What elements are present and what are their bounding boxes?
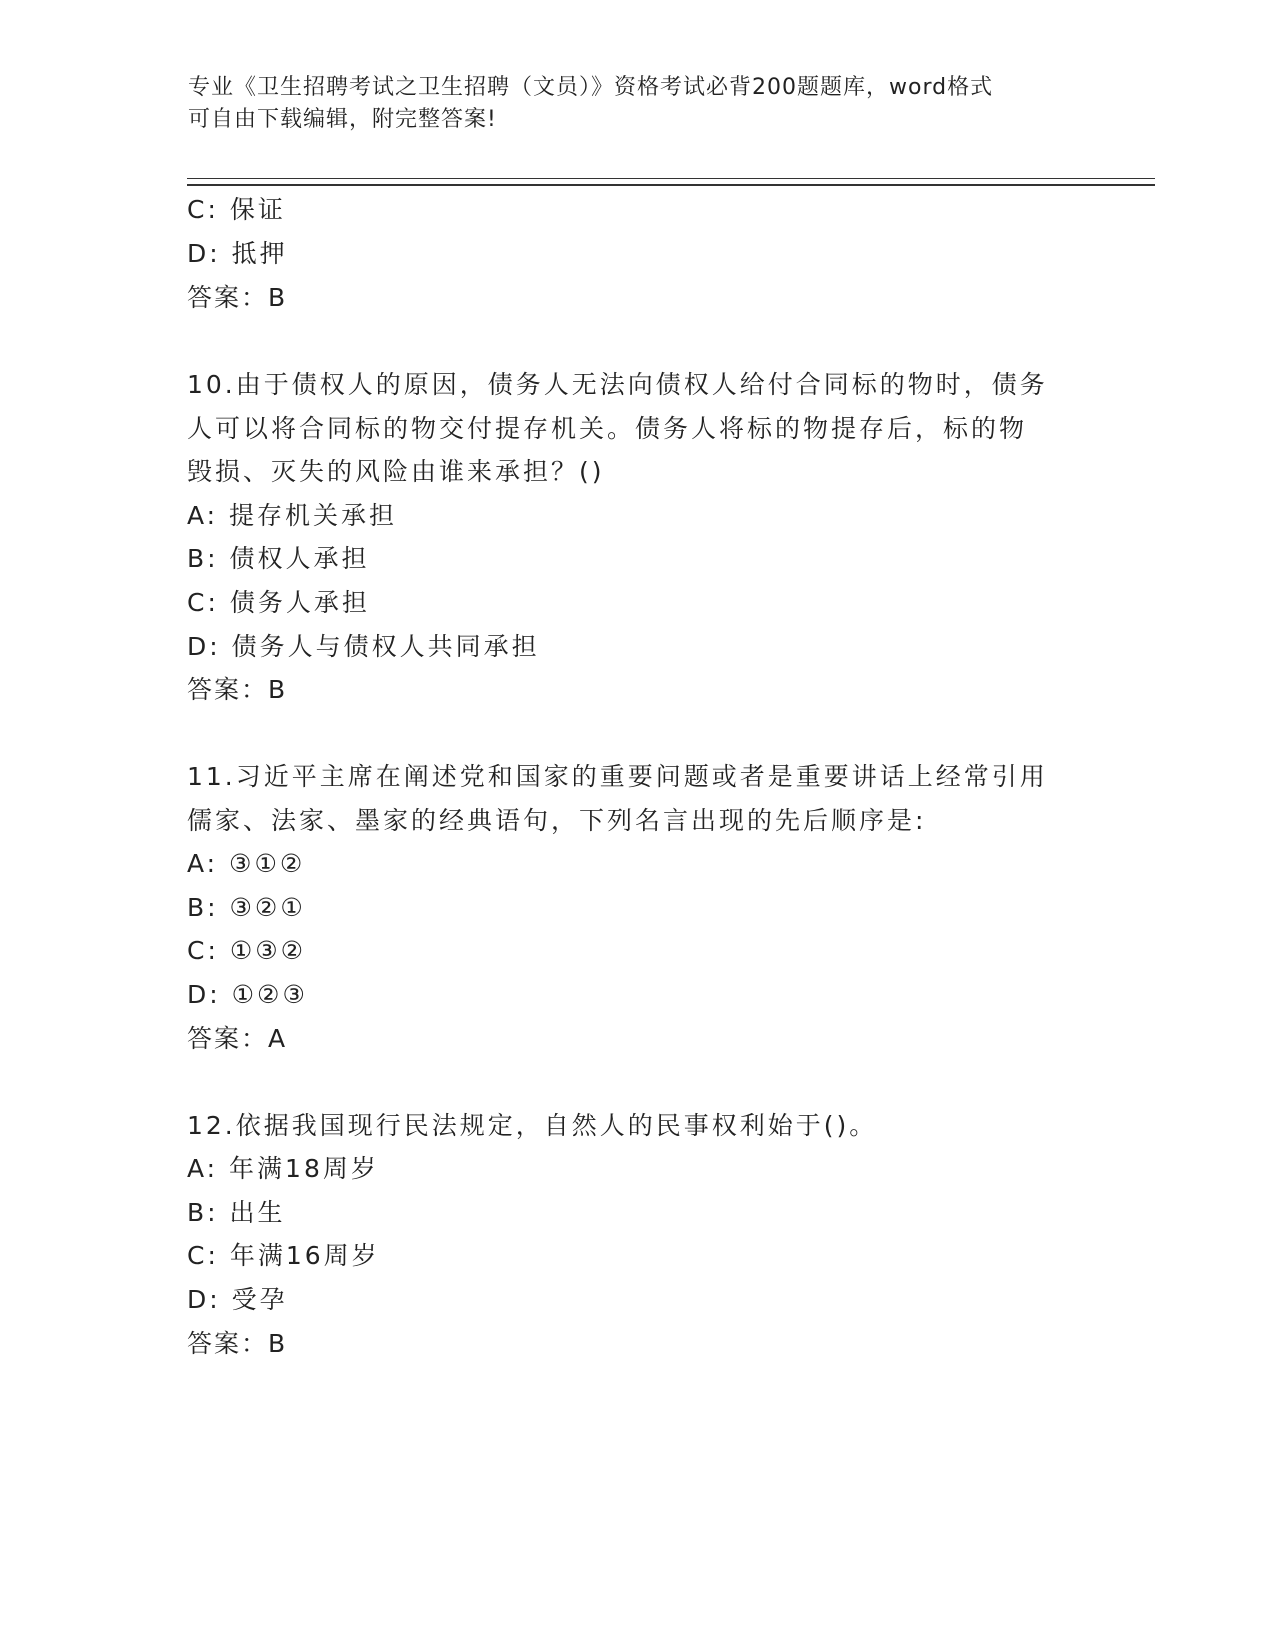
header-title-line-2: 可自由下载编辑，附完整答案! [188,107,497,132]
q10-stem-line-3: 毁损、灭失的风险由谁来承担？() [187,457,605,486]
q10-option-c: C: 债务人承担 [187,588,370,617]
q11-option-a: A: ③①② [187,849,306,878]
q12-option-a: A: 年满18周岁 [187,1154,379,1183]
q11-option-b: B: ③②① [187,893,306,922]
q12-option-b: B: 出生 [187,1198,286,1227]
q11-stem-line-2: 儒家、法家、墨家的经典语句，下列名言出现的先后顺序是: [187,806,927,835]
q10-stem-line-2: 人可以将合同标的物交付提存机关。债务人将标的物提存后，标的物 [187,414,1028,443]
prev-option-d: D: 抵押 [187,239,288,268]
q12-option-d: D: 受孕 [187,1285,288,1314]
q11-option-d: D: ①②③ [187,980,308,1009]
q10-option-b: B: 债权人承担 [187,544,370,573]
page-header [188,72,1068,136]
q10-option-d: D: 债务人与债权人共同承担 [187,632,540,661]
q10-answer: 答案：B [187,675,288,704]
q10-option-a: A: 提存机关承担 [187,501,398,530]
prev-option-c: C: 保证 [187,195,286,224]
q11-option-c: C: ①③② [187,936,307,965]
header-title-line-1: 专业《卫生招聘考试之卫生招聘（文员）》资格考试必背200题题库，word格式 [188,75,994,100]
q12-stem-line-1: 12.依据我国现行民法规定，自然人的民事权利始于()。 [187,1111,878,1140]
header-divider [187,178,1155,186]
q12-option-c: C: 年满16周岁 [187,1241,380,1270]
q11-stem-line-1: 11.习近平主席在阐述党和国家的重要问题或者是重要讲话上经常引用 [187,762,1048,791]
q10-stem-line-1: 10.由于债权人的原因，债务人无法向债权人给付合同标的物时，债务 [187,370,1048,399]
prev-answer: 答案：B [187,283,288,312]
q11-answer: 答案：A [187,1024,288,1053]
q12-answer: 答案：B [187,1329,288,1358]
